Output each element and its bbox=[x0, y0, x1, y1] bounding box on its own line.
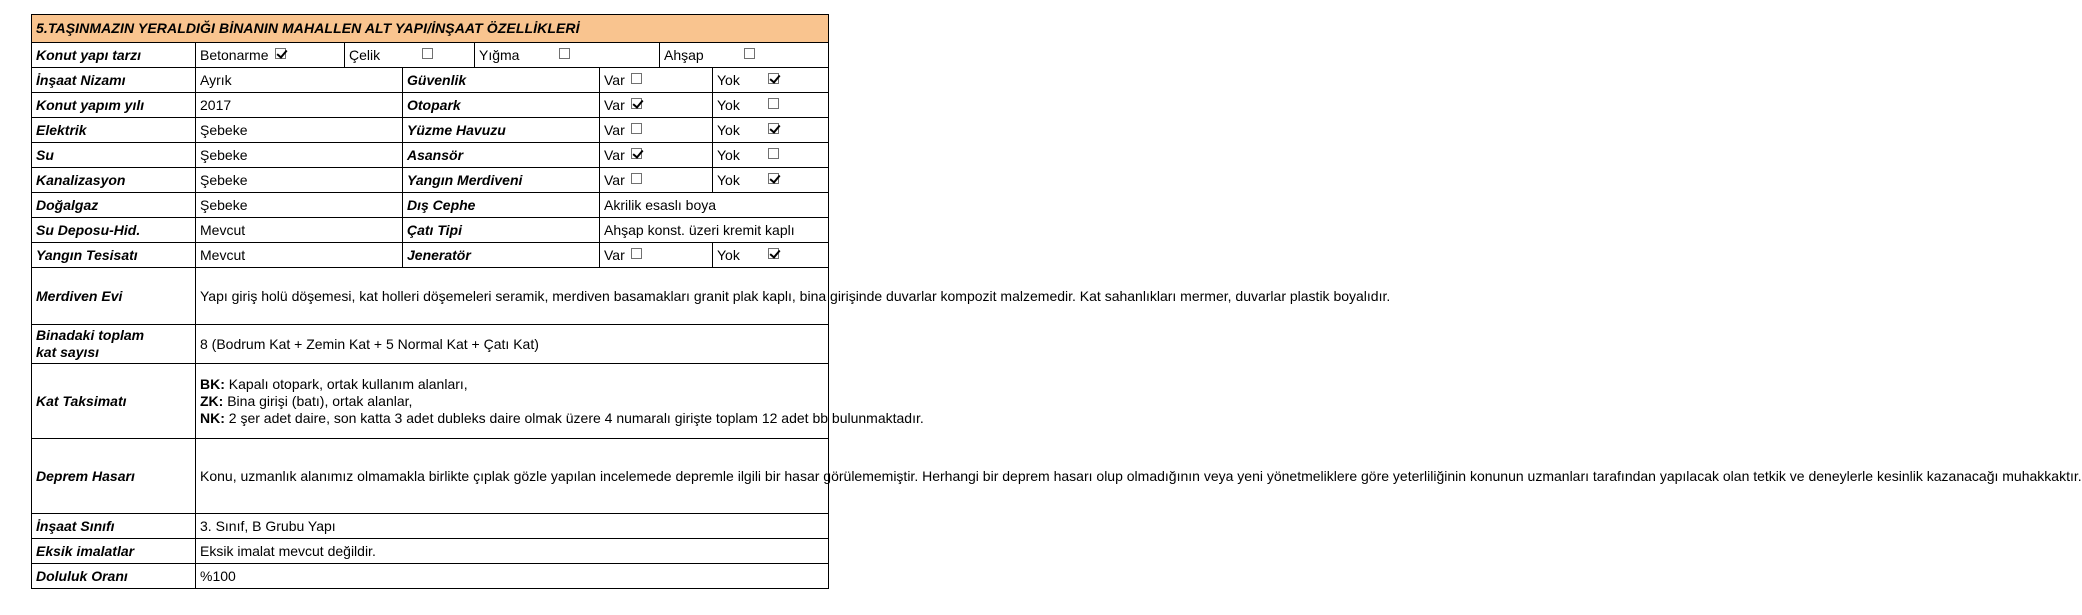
yok-checkbox[interactable] bbox=[768, 98, 779, 109]
yok-label: Yok bbox=[717, 96, 740, 113]
missing-works-label: Eksik imalatlar bbox=[32, 539, 196, 564]
yok-checkbox[interactable] bbox=[768, 173, 779, 184]
section-title: 5.TAŞINMAZIN YERALDIĞI BİNANIN MAHALLEN ALT YAPI/İNŞAAT ÖZELLİKLERİ bbox=[32, 15, 829, 43]
construction-type-row bbox=[32, 43, 829, 68]
var-checkbox[interactable] bbox=[631, 248, 642, 259]
yok-label: Yok bbox=[717, 146, 740, 163]
yok-cell bbox=[713, 93, 829, 118]
earthquake-row bbox=[32, 439, 829, 514]
var-label: Var bbox=[604, 246, 625, 263]
yok-cell bbox=[713, 168, 829, 193]
right-label: Yangın Merdiveni bbox=[403, 168, 600, 193]
stairwell-text: Yapı giriş holü döşemesi, kat holleri döşemeleri seramik, merdiven basamakları granit plak kaplı, bina girişinde duvarlar kompozit malzemedir. Kat sahanlıkları mermer, duvarlar plastik boyalıdır. bbox=[196, 268, 829, 325]
option-celik bbox=[345, 43, 475, 68]
yok-checkbox[interactable] bbox=[768, 123, 779, 134]
right-label: Çatı Tipi bbox=[403, 218, 600, 243]
var-cell bbox=[600, 68, 713, 93]
left-value: Şebeke bbox=[196, 118, 403, 143]
detail-row bbox=[32, 168, 829, 193]
left-value: 2017 bbox=[196, 93, 403, 118]
line-text: Kapalı otopark, ortak kullanım alanları, bbox=[224, 375, 468, 392]
right-label: Dış Cephe bbox=[403, 193, 600, 218]
detail-row bbox=[32, 243, 829, 268]
detail-row bbox=[32, 118, 829, 143]
left-value: Ayrık bbox=[196, 68, 403, 93]
left-label: Su Deposu-Hid. bbox=[32, 218, 196, 243]
earthquake-text: Konu, uzmanlık alanımız olmamakla birlikte çıplak gözle yapılan incelemede depremle ilgili bir hasar görülememiştir. Herhangi bir deprem hasarı olup olmadığının veya yeni yönetmeliklere göre yeterliliğinin konunun uzmanları tarafından yapılacak olan tetkik ve deneylerle kesinlik kazanacağı muhakkaktır. bbox=[196, 439, 829, 514]
yok-label: Yok bbox=[717, 121, 740, 138]
missing-works-row bbox=[32, 539, 829, 564]
var-label: Var bbox=[604, 96, 625, 113]
var-label: Var bbox=[604, 146, 625, 163]
var-checkbox[interactable] bbox=[631, 148, 642, 159]
line-prefix: BK: bbox=[200, 375, 225, 392]
detail-row bbox=[32, 93, 829, 118]
yok-cell bbox=[713, 118, 829, 143]
right-text: Akrilik esaslı boya bbox=[600, 193, 829, 218]
var-checkbox[interactable] bbox=[631, 98, 642, 109]
line-prefix: NK: bbox=[200, 409, 225, 426]
construction-class-label: İnşaat Sınıfı bbox=[32, 514, 196, 539]
left-value: Şebeke bbox=[196, 168, 403, 193]
floor-count-label-line1: Binadaki toplam bbox=[36, 327, 145, 343]
stairwell-label: Merdiven Evi bbox=[32, 268, 196, 325]
earthquake-label: Deprem Hasarı bbox=[32, 439, 196, 514]
right-label: Güvenlik bbox=[403, 68, 600, 93]
left-value: Şebeke bbox=[196, 143, 403, 168]
yok-label: Yok bbox=[717, 71, 740, 88]
option-label: Ahşap bbox=[664, 46, 704, 63]
var-checkbox[interactable] bbox=[631, 173, 642, 184]
var-label: Var bbox=[604, 121, 625, 138]
yok-label: Yok bbox=[717, 246, 740, 263]
floor-count-text: 8 (Bodrum Kat + Zemin Kat + 5 Normal Kat + Çatı Kat) bbox=[196, 325, 829, 364]
yok-cell bbox=[713, 143, 829, 168]
left-value: Mevcut bbox=[196, 218, 403, 243]
option-label: Çelik bbox=[349, 46, 381, 63]
option-betonarme bbox=[196, 43, 345, 68]
var-cell bbox=[600, 118, 713, 143]
left-value: Mevcut bbox=[196, 243, 403, 268]
occupancy-label: Doluluk Oranı bbox=[32, 564, 196, 589]
right-label: Asansör bbox=[403, 143, 600, 168]
var-cell bbox=[600, 93, 713, 118]
floor-plan-label: Kat Taksimatı bbox=[32, 364, 196, 439]
var-label: Var bbox=[604, 71, 625, 88]
var-checkbox[interactable] bbox=[631, 123, 642, 134]
right-text: Ahşap konst. üzeri kremit kaplı bbox=[600, 218, 829, 243]
left-label: Konut yapım yılı bbox=[32, 93, 196, 118]
floor-count-label-line2: kat sayısı bbox=[36, 344, 100, 360]
ahsap-checkbox[interactable] bbox=[744, 48, 755, 59]
floor-plan-line-zk bbox=[200, 393, 824, 410]
left-label: Kanalizasyon bbox=[32, 168, 196, 193]
left-label: Yangın Tesisatı bbox=[32, 243, 196, 268]
occupancy-value: %100 bbox=[196, 564, 829, 589]
yok-checkbox[interactable] bbox=[768, 148, 779, 159]
detail-row bbox=[32, 193, 829, 218]
floor-plan-text bbox=[196, 364, 924, 439]
line-text: 2 şer adet daire, son katta 3 adet dubleks daire olmak üzere 4 numaralı girişte toplam 12 adet bb bulunmaktadır. bbox=[224, 409, 924, 426]
option-yigma bbox=[475, 43, 660, 68]
betonarme-checkbox[interactable] bbox=[275, 48, 286, 59]
right-label: Otopark bbox=[403, 93, 600, 118]
var-checkbox[interactable] bbox=[631, 73, 642, 84]
var-label: Var bbox=[604, 171, 625, 188]
construction-class-row bbox=[32, 514, 829, 539]
floor-plan-line-nk bbox=[200, 409, 924, 427]
option-ahsap bbox=[660, 43, 829, 68]
missing-works-value: Eksik imalat mevcut değildir. bbox=[196, 539, 829, 564]
left-label: Doğalgaz bbox=[32, 193, 196, 218]
celik-checkbox[interactable] bbox=[422, 48, 433, 59]
option-label: Betonarme bbox=[200, 46, 269, 63]
detail-row bbox=[32, 218, 829, 243]
floor-plan-row bbox=[32, 364, 829, 439]
yok-cell bbox=[713, 68, 829, 93]
floor-plan-line-bk bbox=[200, 376, 824, 393]
floor-count-row bbox=[32, 325, 829, 364]
left-label: Elektrik bbox=[32, 118, 196, 143]
yigma-checkbox[interactable] bbox=[559, 48, 570, 59]
var-cell bbox=[600, 143, 713, 168]
floor-count-label bbox=[32, 325, 196, 364]
yok-checkbox[interactable] bbox=[768, 248, 779, 259]
property-features-table bbox=[31, 14, 2082, 589]
right-label: Jeneratör bbox=[403, 243, 600, 268]
stairwell-row bbox=[32, 268, 829, 325]
left-label: İnşaat Nizamı bbox=[32, 68, 196, 93]
yok-cell bbox=[713, 243, 829, 268]
occupancy-row bbox=[32, 564, 829, 589]
yok-label: Yok bbox=[717, 171, 740, 188]
left-value: Şebeke bbox=[196, 193, 403, 218]
detail-row bbox=[32, 143, 829, 168]
line-text: Bina girişi (batı), ortak alanlar, bbox=[223, 392, 413, 409]
detail-row bbox=[32, 68, 829, 93]
right-label: Yüzme Havuzu bbox=[403, 118, 600, 143]
line-prefix: ZK: bbox=[200, 392, 224, 409]
var-cell bbox=[600, 168, 713, 193]
yok-checkbox[interactable] bbox=[768, 73, 779, 84]
var-cell bbox=[600, 243, 713, 268]
construction-class-value: 3. Sınıf, B Grubu Yapı bbox=[196, 514, 829, 539]
left-label: Su bbox=[32, 143, 196, 168]
option-label: Yığma bbox=[479, 46, 520, 63]
construction-type-label: Konut yapı tarzı bbox=[32, 43, 196, 68]
